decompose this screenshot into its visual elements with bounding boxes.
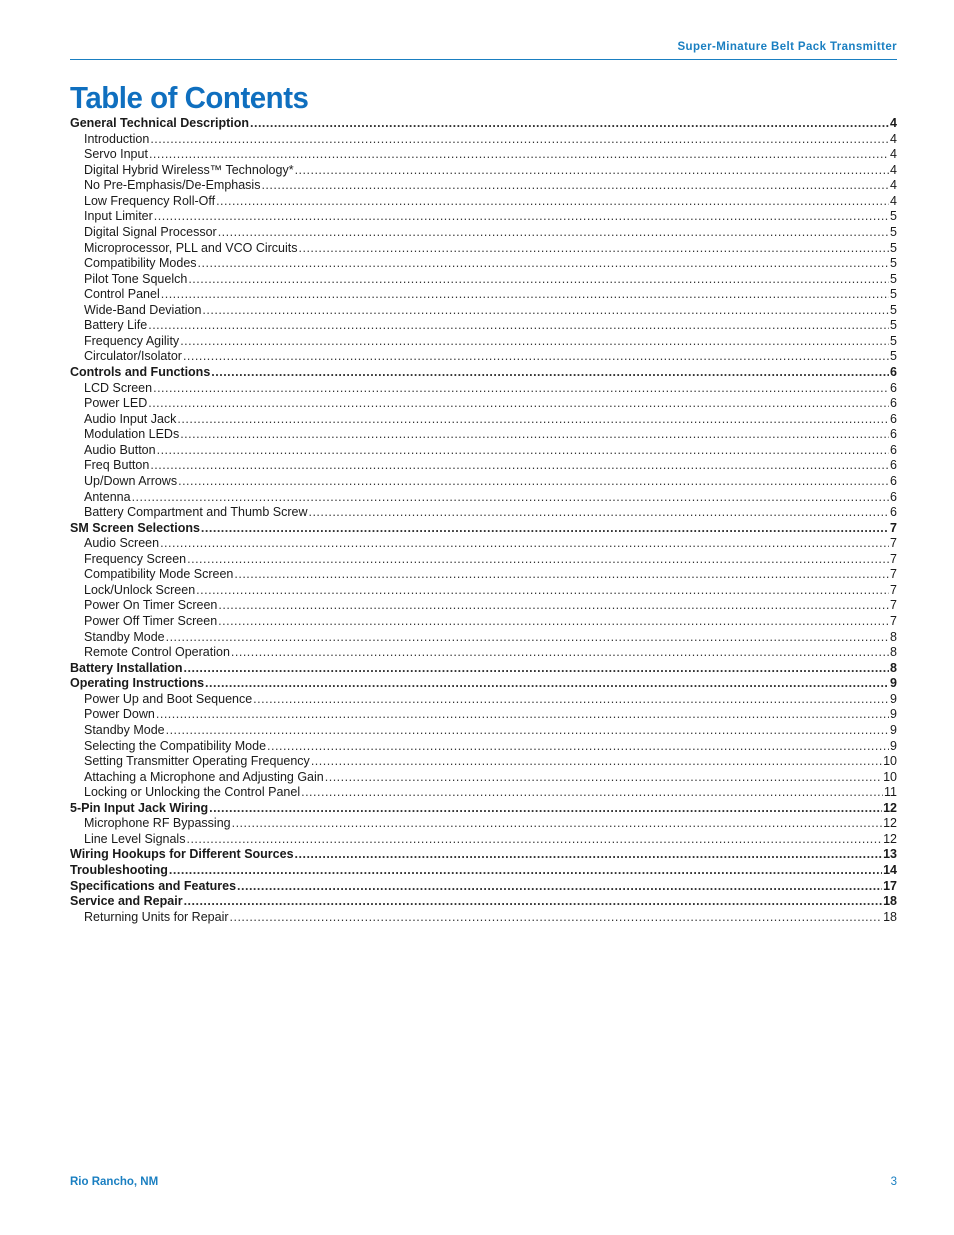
toc-entry-page: 6 [890, 505, 897, 520]
toc-entry-label: LCD Screen [84, 380, 153, 395]
toc-entry-page: 17 [883, 878, 897, 893]
toc-entry-page: 9 [890, 691, 897, 706]
toc-entry-page: 12 [883, 816, 897, 831]
toc-entry-page: 6 [890, 473, 897, 488]
toc-dot-leader [209, 801, 882, 817]
toc-entry-page: 7 [890, 598, 897, 613]
toc-entry-page: 6 [890, 442, 897, 457]
toc-subsection-entry[interactable] [70, 225, 897, 241]
toc-entry-label: Low Frequency Roll-Off [84, 193, 216, 208]
toc-entry-page: 5 [890, 209, 897, 224]
toc-subsection-entry[interactable] [70, 334, 897, 350]
toc-dot-leader [156, 707, 889, 723]
toc-subsection-entry[interactable] [70, 645, 897, 661]
toc-entry-label: Frequency Agility [84, 333, 180, 348]
toc-dot-leader [169, 863, 882, 879]
toc-section-entry[interactable] [70, 521, 897, 537]
toc-dot-leader [177, 412, 889, 428]
toc-subsection-entry[interactable] [70, 287, 897, 303]
toc-subsection-entry[interactable] [70, 396, 897, 412]
toc-entry-page: 10 [883, 769, 897, 784]
toc-dot-leader [231, 645, 889, 661]
toc-entry-label: Modulation LEDs [84, 427, 180, 442]
toc-entry-label: Standby Mode [84, 629, 165, 644]
toc-subsection-entry[interactable] [70, 630, 897, 646]
toc-dot-leader [232, 816, 882, 832]
toc-dot-leader [153, 381, 889, 397]
toc-entry-page: 12 [883, 831, 897, 846]
toc-subsection-entry[interactable] [70, 707, 897, 723]
toc-entry-label: Up/Down Arrows [84, 473, 178, 488]
toc-subsection-entry[interactable] [70, 552, 897, 568]
toc-section-entry[interactable] [70, 365, 897, 381]
toc-entry-page: 5 [890, 224, 897, 239]
toc-subsection-entry[interactable] [70, 832, 897, 848]
toc-entry-label: Battery Installation [70, 660, 183, 675]
toc-entry-label: 5-Pin Input Jack Wiring [70, 800, 209, 815]
toc-entry-label: Attaching a Microphone and Adjusting Gain [84, 769, 324, 784]
footer-page-number: 3 [890, 1176, 897, 1188]
toc-entry-label: Wiring Hookups for Different Sources [70, 847, 294, 862]
toc-dot-leader [180, 427, 889, 443]
toc-dot-leader [295, 163, 889, 179]
toc-subsection-entry[interactable] [70, 614, 897, 630]
toc-entry-label: Microphone RF Bypassing [84, 816, 231, 831]
toc-dot-leader [311, 754, 882, 770]
toc-dot-leader [308, 505, 889, 521]
toc-dot-leader [202, 303, 889, 319]
toc-entry-page: 6 [890, 411, 897, 426]
toc-dot-leader [178, 474, 889, 490]
toc-dot-leader [230, 910, 883, 926]
toc-entry-page: 6 [890, 427, 897, 442]
toc-entry-page: 4 [890, 178, 897, 193]
toc-subsection-entry[interactable] [70, 178, 897, 194]
toc-entry-page: 5 [890, 256, 897, 271]
toc-entry-label: Digital Hybrid Wireless™ Technology* [84, 162, 294, 177]
toc-dot-leader [325, 770, 882, 786]
toc-entry-label: Pilot Tone Squelch [84, 271, 188, 286]
toc-entry-page: 8 [890, 645, 897, 660]
toc-subsection-entry[interactable] [70, 147, 897, 163]
toc-dot-leader [196, 583, 889, 599]
toc-entry-label: Circulator/Isolator [84, 349, 182, 364]
toc-entry-page: 7 [890, 536, 897, 551]
toc-entry-page: 5 [890, 318, 897, 333]
toc-entry-page: 8 [890, 629, 897, 644]
toc-dot-leader [183, 349, 889, 365]
toc-entry-page: 9 [890, 707, 897, 722]
toc-entry-page: 18 [883, 909, 897, 924]
toc-dot-leader [198, 256, 890, 272]
toc-subsection-entry[interactable] [70, 209, 897, 225]
toc-entry-page: 9 [890, 676, 897, 691]
toc-entry-page: 6 [890, 458, 897, 473]
toc-entry-label: Power Up and Boot Sequence [84, 691, 253, 706]
header-divider [70, 59, 897, 60]
toc-entry-label: Digital Signal Processor [84, 224, 217, 239]
toc-entry-label: Frequency Screen [84, 551, 187, 566]
toc-entry-label: Battery Compartment and Thumb Screw [84, 505, 308, 520]
toc-entry-label: SM Screen Selections [70, 520, 200, 535]
toc-entry-label: Wide-Band Deviation [84, 302, 202, 317]
toc-dot-leader [150, 458, 889, 474]
toc-subsection-entry[interactable] [70, 458, 897, 474]
toc-dot-leader [187, 552, 889, 568]
toc-dot-leader [149, 147, 889, 163]
toc-dot-leader [184, 894, 883, 910]
toc-subsection-entry[interactable] [70, 474, 897, 490]
toc-subsection-entry[interactable] [70, 132, 897, 148]
toc-dot-leader [166, 630, 889, 646]
toc-dot-leader [218, 614, 889, 630]
toc-dot-leader [157, 443, 889, 459]
toc-subsection-entry[interactable] [70, 505, 897, 521]
toc-entry-label: Audio Button [84, 442, 156, 457]
toc-dot-leader [237, 879, 882, 895]
toc-entry-page: 9 [890, 738, 897, 753]
toc-entry-label: Freq Button [84, 458, 150, 473]
toc-dot-leader [148, 396, 889, 412]
toc-entry-label: Audio Input Jack [84, 411, 177, 426]
toc-subsection-entry[interactable] [70, 723, 897, 739]
toc-entry-label: Line Level Signals [84, 831, 186, 846]
toc-dot-leader [188, 272, 889, 288]
toc-entry-page: 13 [883, 847, 897, 862]
toc-entry-page: 4 [890, 162, 897, 177]
toc-subsection-entry[interactable] [70, 739, 897, 755]
toc-entry-page: 8 [890, 660, 897, 675]
toc-dot-leader [295, 847, 883, 863]
toc-dot-leader [211, 365, 889, 381]
page-title: Table of Contents [70, 80, 309, 115]
toc-entry-page: 9 [890, 722, 897, 737]
toc-subsection-entry[interactable] [70, 910, 897, 926]
footer-location: Rio Rancho, NM [70, 1176, 159, 1188]
toc-entry-label: Compatibility Modes [84, 256, 197, 271]
toc-entry-label: Compatibility Mode Screen [84, 567, 234, 582]
toc-subsection-entry[interactable] [70, 598, 897, 614]
toc-entry-page: 7 [890, 567, 897, 582]
toc-dot-leader [216, 194, 889, 210]
toc-entry-page: 7 [890, 582, 897, 597]
toc-entry-label: No Pre-Emphasis/De-Emphasis [84, 178, 261, 193]
toc-entry-label: Setting Transmitter Operating Frequency [84, 754, 310, 769]
toc-dot-leader [301, 785, 883, 801]
toc-subsection-entry[interactable] [70, 490, 897, 506]
toc-dot-leader [205, 676, 889, 692]
toc-entry-page: 10 [883, 754, 897, 769]
toc-entry-label: Introduction [84, 131, 150, 146]
toc-dot-leader [299, 241, 890, 257]
toc-dot-leader [234, 567, 889, 583]
toc-dot-leader [132, 490, 889, 506]
toc-entry-label: Power LED [84, 396, 148, 411]
toc-entry-page: 7 [890, 551, 897, 566]
toc-subsection-entry[interactable] [70, 412, 897, 428]
toc-dot-leader [261, 178, 889, 194]
toc-entry-page: 6 [890, 489, 897, 504]
toc-entry-page: 4 [890, 193, 897, 208]
toc-subsection-entry[interactable] [70, 583, 897, 599]
toc-dot-leader [148, 318, 889, 334]
toc-subsection-entry[interactable] [70, 427, 897, 443]
toc-entry-label: Standby Mode [84, 722, 165, 737]
toc-dot-leader [150, 132, 889, 148]
toc-dot-leader [160, 536, 889, 552]
toc-dot-leader [161, 287, 889, 303]
toc-subsection-entry[interactable] [70, 692, 897, 708]
toc-subsection-entry[interactable] [70, 536, 897, 552]
toc-entry-page: 5 [890, 333, 897, 348]
toc-subsection-entry[interactable] [70, 785, 897, 801]
toc-entry-label: General Technical Description [70, 116, 249, 130]
toc-subsection-entry[interactable] [70, 443, 897, 459]
toc-subsection-entry[interactable] [70, 194, 897, 210]
toc-entry-page: 4 [890, 131, 897, 146]
toc-entry-page: 7 [890, 520, 897, 535]
toc-dot-leader [267, 739, 889, 755]
toc-section-entry[interactable] [70, 863, 897, 879]
toc-entry-label: Microprocessor, PLL and VCO Circuits [84, 240, 298, 255]
toc-subsection-entry[interactable] [70, 318, 897, 334]
toc-dot-leader [201, 521, 889, 537]
toc-entry-label: Audio Screen [84, 536, 160, 551]
toc-dot-leader [184, 661, 890, 677]
toc-section-entry[interactable] [70, 801, 897, 817]
toc-entry-page: 6 [890, 396, 897, 411]
toc-entry-label: Selecting the Compatibility Mode [84, 738, 267, 753]
toc-entry-label: Power Down [84, 707, 155, 722]
running-header-title: Super-Minature Belt Pack Transmitter [677, 41, 897, 53]
toc-dot-leader [166, 723, 889, 739]
toc-entry-label: Control Panel [84, 287, 160, 302]
toc-subsection-entry[interactable] [70, 381, 897, 397]
toc-subsection-entry[interactable] [70, 349, 897, 365]
toc-entry-page: 5 [890, 271, 897, 286]
toc-entry-page: 12 [883, 800, 897, 815]
toc-section-entry[interactable] [70, 661, 897, 677]
toc-entry-page: 5 [890, 240, 897, 255]
toc-section-entry[interactable] [70, 676, 897, 692]
toc-entry-page: 5 [890, 349, 897, 364]
toc-subsection-entry[interactable] [70, 567, 897, 583]
toc-entry-label: Returning Units for Repair [84, 909, 229, 924]
toc-entry-page: 5 [890, 287, 897, 302]
toc-subsection-entry[interactable] [70, 272, 897, 288]
toc-entry-label: Locking or Unlocking the Control Panel [84, 785, 301, 800]
toc-dot-leader [186, 832, 882, 848]
toc-subsection-entry[interactable] [70, 256, 897, 272]
toc-dot-leader [253, 692, 889, 708]
toc-entry-page: 7 [890, 614, 897, 628]
toc-subsection-entry[interactable] [70, 241, 897, 257]
toc-section-entry[interactable] [70, 894, 897, 910]
toc-entry-label: Remote Control Operation [84, 645, 230, 660]
toc-dot-leader [218, 598, 889, 614]
toc-section-entry[interactable] [70, 847, 897, 863]
table-of-contents [70, 116, 897, 925]
toc-entry-label: Servo Input [84, 147, 148, 162]
toc-entry-label: Input Limiter [84, 209, 153, 224]
toc-entry-label: Antenna [84, 489, 131, 504]
toc-entry-label: Lock/Unlock Screen [84, 582, 196, 597]
toc-entry-page: 18 [883, 894, 897, 909]
toc-entry-label: Service and Repair [70, 894, 183, 909]
toc-entry-page: 6 [890, 365, 897, 379]
toc-subsection-entry[interactable] [70, 303, 897, 319]
toc-subsection-entry[interactable] [70, 163, 897, 179]
toc-dot-leader [180, 334, 889, 350]
toc-dot-leader [218, 225, 889, 241]
toc-entry-page: 5 [890, 302, 897, 317]
toc-entry-label: Troubleshooting [70, 863, 168, 877]
toc-entry-page: 6 [890, 380, 897, 395]
toc-subsection-entry[interactable] [70, 754, 897, 770]
toc-entry-page: 14 [883, 863, 897, 877]
toc-entry-label: Controls and Functions [70, 365, 211, 379]
toc-subsection-entry[interactable] [70, 816, 897, 832]
toc-entry-label: Operating Instructions [70, 676, 205, 691]
toc-entry-page: 4 [890, 147, 897, 162]
toc-subsection-entry[interactable] [70, 770, 897, 786]
toc-entry-page: 4 [890, 116, 897, 130]
toc-dot-leader [250, 116, 889, 132]
toc-entry-label: Specifications and Features [70, 878, 237, 893]
toc-entry-label: Battery Life [84, 318, 148, 333]
toc-dot-leader [154, 209, 889, 225]
toc-section-entry[interactable] [70, 879, 897, 895]
toc-section-entry[interactable] [70, 116, 897, 132]
toc-entry-label: Power On Timer Screen [84, 598, 218, 613]
toc-entry-label: Power Off Timer Screen [84, 614, 218, 628]
toc-entry-page: 11 [884, 785, 897, 800]
